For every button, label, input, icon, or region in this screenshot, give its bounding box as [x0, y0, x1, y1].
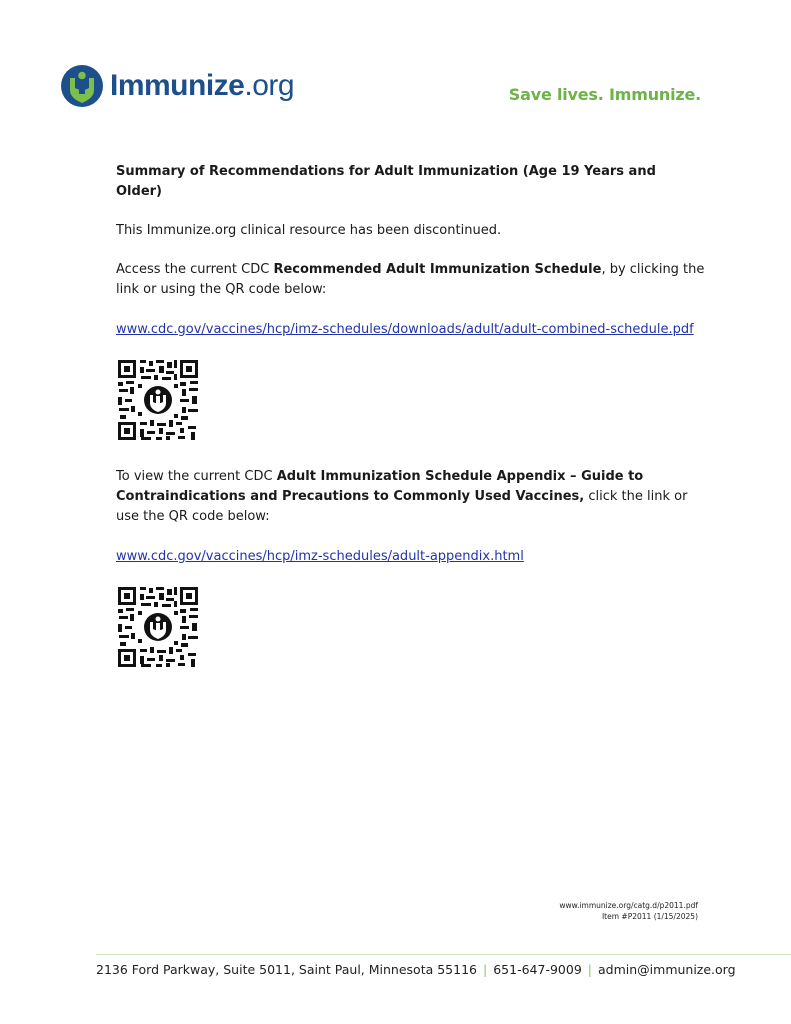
item-info — [559, 900, 698, 922]
immunize-shield-logo-icon — [60, 64, 104, 108]
footer-address: 2136 Ford Parkway, Suite 5011, Saint Paul, Minnesota 55116 — [96, 962, 477, 977]
immunize-logo[interactable] — [60, 64, 294, 108]
logo-wordmark — [110, 69, 294, 103]
section-1-tail: , by clicking the link or using the QR code below: — [116, 262, 705, 297]
section-2-tail: click the link or use the QR code below: — [116, 489, 688, 524]
tagline: Save lives. Immunize. — [508, 85, 701, 104]
section-2-lead: To view the current CDC — [116, 469, 277, 484]
section-1-bold-title: Recommended Adult Immunization Schedule — [273, 262, 602, 277]
section-1-text — [116, 260, 706, 300]
adult-schedule-link[interactable]: www.cdc.gov/vaccines/hcp/imz-schedules/downloads/adult/adult-combined-schedule.pdf — [116, 322, 694, 337]
item-number: Item #P2011 (1/15/2025) — [601, 912, 698, 921]
footer-separator: | — [483, 962, 488, 977]
footer-divider — [96, 954, 791, 955]
logo-tld: .org — [244, 69, 295, 102]
section-1-lead: Access the current CDC — [116, 262, 274, 277]
logo-name: Immunize — [110, 69, 245, 102]
item-url: www.immunize.org/catg.d/p2011.pdf — [559, 901, 698, 910]
footer-phone: 651-647-9009 — [493, 962, 582, 977]
document-body — [116, 162, 706, 669]
footer — [96, 962, 736, 977]
section-2-text — [116, 467, 706, 527]
section-2-bold-title: Adult Immunization Schedule Appendix – Guide to Contraindications and Precautions to Commonly Used Vaccines, — [116, 469, 644, 504]
qr-code-icon[interactable] — [116, 358, 200, 442]
footer-email: admin@immunize.org — [598, 962, 736, 977]
qr-code-icon[interactable] — [116, 585, 200, 669]
discontinued-notice: This Immunize.org clinical resource has been discontinued. — [116, 223, 502, 238]
adult-appendix-link[interactable]: www.cdc.gov/vaccines/hcp/imz-schedules/adult-appendix.html — [116, 549, 524, 564]
document-title: Summary of Recommendations for Adult Immunization (Age 19 Years and Older) — [116, 164, 656, 199]
footer-separator: | — [587, 962, 592, 977]
